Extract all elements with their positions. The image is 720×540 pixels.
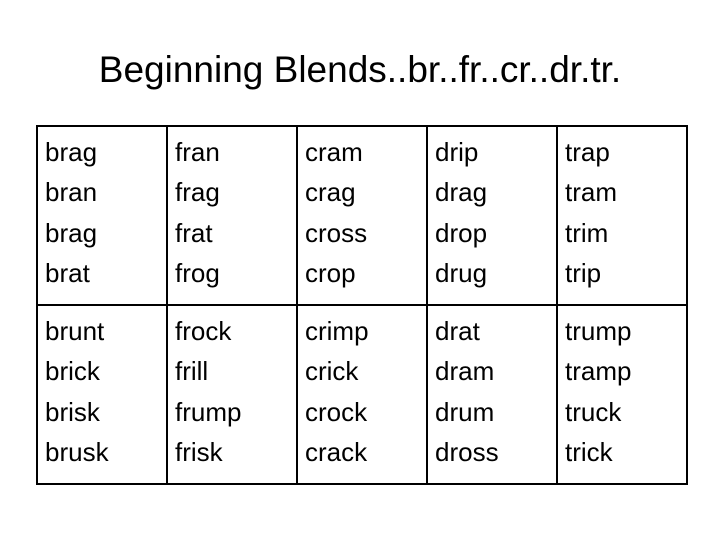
word: frisk xyxy=(175,436,223,467)
word: crack xyxy=(305,436,368,467)
word: trap xyxy=(565,137,610,167)
table-row xyxy=(37,305,687,484)
word: brunt xyxy=(45,316,105,346)
word: cram xyxy=(305,137,363,167)
word: brusk xyxy=(45,436,109,467)
word: crimp xyxy=(305,316,369,346)
word: trip xyxy=(565,257,602,288)
table-row xyxy=(37,126,687,305)
word: crock xyxy=(305,396,368,427)
word: frump xyxy=(175,396,242,427)
word: drum xyxy=(435,396,495,427)
table-cell xyxy=(37,126,167,305)
word: trump xyxy=(565,316,632,346)
table-cell xyxy=(557,126,687,305)
word: trick xyxy=(565,436,613,467)
word: brat xyxy=(45,257,90,288)
word: tram xyxy=(565,177,617,208)
word: frat xyxy=(175,217,213,248)
word: crag xyxy=(305,177,356,208)
table-cell xyxy=(557,305,687,484)
table-cell xyxy=(297,305,427,484)
word: brag xyxy=(45,137,98,167)
word: brisk xyxy=(45,396,100,427)
word: frock xyxy=(175,316,232,346)
word: bran xyxy=(45,177,98,208)
word: drag xyxy=(435,177,488,208)
word: drop xyxy=(435,217,488,248)
table-cell xyxy=(37,305,167,484)
word: crick xyxy=(305,356,359,387)
word: drat xyxy=(435,316,480,346)
word: truck xyxy=(565,396,622,427)
word: fran xyxy=(175,137,220,167)
word: trim xyxy=(565,217,609,248)
word: dram xyxy=(435,356,495,387)
word: tramp xyxy=(565,356,632,387)
word: drip xyxy=(435,137,479,167)
word-table xyxy=(36,125,688,485)
word: drug xyxy=(435,257,488,288)
table-cell xyxy=(297,126,427,305)
word: brick xyxy=(45,356,100,387)
word: brag xyxy=(45,217,98,248)
table-cell xyxy=(167,305,297,484)
table-cell xyxy=(167,126,297,305)
table-cell xyxy=(427,126,557,305)
word: frag xyxy=(175,177,220,208)
word: frog xyxy=(175,257,220,288)
table-cell xyxy=(427,305,557,484)
slide-title: Beginning Blends..br..fr..cr..dr.tr. xyxy=(98,49,622,90)
word: frill xyxy=(175,356,209,387)
word: cross xyxy=(305,217,368,248)
word: crop xyxy=(305,257,356,288)
word: dross xyxy=(435,436,499,467)
